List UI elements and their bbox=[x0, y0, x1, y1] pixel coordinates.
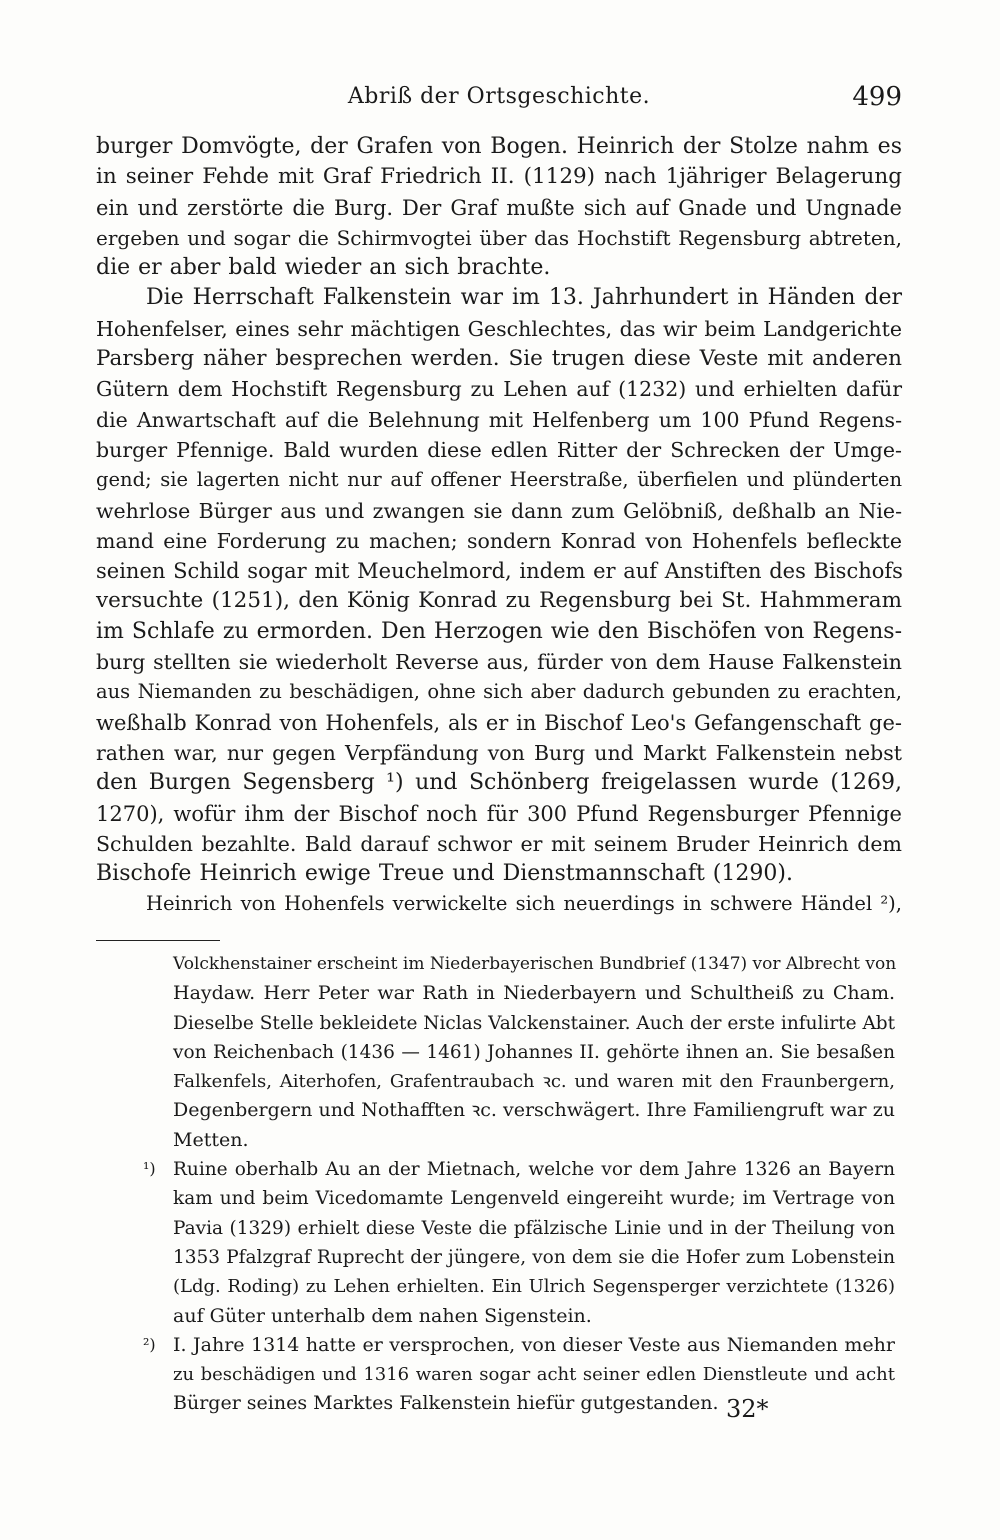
footnote-line: (Ldg. Roding) zu Lehen erhielten. Ein Ulrich Segensperger verzichtete (1326) bbox=[173, 1276, 895, 1298]
text-line: den Burgen Segensberg ¹) und Schönberg freigelassen wurde (1269, bbox=[96, 770, 902, 796]
footnote-line: Pavia (1329) erhielt diese Veste die pfälzische Linie und in der Theilung von bbox=[173, 1217, 895, 1239]
text-line: die er aber bald wieder an sich brachte. bbox=[96, 255, 551, 281]
text-line: die Anwartschaft auf die Belehnung mit Helfenberg um 100 Pfund Regens- bbox=[96, 407, 902, 432]
footnote-rule bbox=[96, 940, 220, 941]
footnote-line: Degenbergern und Nothafften ꝛc. verschwägert. Ihre Familiengruft war zu bbox=[173, 1099, 895, 1122]
footnote-line: Ruine oberhalb Au an der Mietnach, welche vor dem Jahre 1326 an Bayern bbox=[173, 1159, 895, 1181]
footnote-line: Bürger seines Marktes Falkenstein hiefür gutgestanden. bbox=[173, 1392, 719, 1415]
main-text bbox=[96, 132, 902, 920]
footnote-line: kam und beim Vicedomamte Lengenveld eingereiht wurde; im Vertrage von bbox=[173, 1188, 895, 1210]
text-line: 1270), wofür ihm der Bischof noch für 300 Pfund Regensburger Pfennige bbox=[96, 801, 902, 826]
text-line: Parsberg näher besprechen werden. Sie trugen diese Veste mit anderen bbox=[96, 346, 902, 372]
text-line: Gütern dem Hochstift Regensburg zu Lehen auf (1232) und erhielten dafür bbox=[96, 377, 902, 402]
paragraph-start-line: Heinrich von Hohenfels verwickelte sich neuerdings in schwere Händel ²), bbox=[146, 892, 902, 916]
text-line: ergeben und sogar die Schirmvogtei über das Hochstift Regensburg abtreten, bbox=[96, 225, 902, 250]
footnote-2 bbox=[143, 1331, 895, 1419]
footnote-line: von Reichenbach (1436 — 1461) Johannes II. gehörte ihnen an. Sie besaßen bbox=[173, 1041, 895, 1063]
text-line: wehrlose Bürger aus und zwangen sie dann zum Gelöbniß, deßhalb an Nie- bbox=[96, 498, 902, 523]
text-line: seinen Schild sogar mit Meuchelmord, indem er auf Anstiften des Bischofs bbox=[96, 559, 903, 584]
footnote-line: Haydaw. Herr Peter war Rath in Niederbayern und Schultheiß zu Cham. bbox=[173, 982, 895, 1005]
text-line: Schulden bezahlte. Bald darauf schwor er mit seinem Bruder Heinrich dem bbox=[96, 831, 902, 856]
text-line: burg stellten sie wiederholt Reverse aus, fürder von dem Hause Falkenstein bbox=[96, 650, 902, 675]
running-head bbox=[96, 80, 902, 114]
page-number: 499 bbox=[852, 82, 902, 112]
signature-mark: 32* bbox=[726, 1395, 769, 1423]
running-title: Abriß der Ortsgeschichte. bbox=[347, 84, 651, 109]
text-line: in seiner Fehde mit Graf Friedrich II. (1129) nach 1jähriger Belagerung bbox=[96, 164, 902, 190]
footnote-line: Falkenfels, Aiterhofen, Grafentraubach ꝛc. und waren mit den Fraunbergern, bbox=[173, 1071, 895, 1093]
footnote-line: I. Jahre 1314 hatte er versprochen, von dieser Veste aus Niemanden mehr bbox=[173, 1333, 895, 1356]
footnote-marker: ¹) bbox=[143, 1159, 156, 1179]
footnote-continued bbox=[143, 950, 895, 1155]
text-line: rathen war, nur gegen Verpfändung von Burg und Markt Falkenstein nebst bbox=[96, 740, 902, 765]
text-line: burger Pfennige. Bald wurden diese edlen Ritter der Schrecken der Umge- bbox=[96, 437, 902, 462]
text-line: burger Domvögte, der Grafen von Bogen. Heinrich der Stolze nahm es bbox=[96, 134, 902, 159]
footnote-1 bbox=[143, 1155, 895, 1331]
text-line: ein und zerstörte die Burg. Der Graf mußte sich auf Gnade und Ungnade bbox=[96, 195, 902, 220]
footnote-line: auf Güter unterhalb dem nahen Sigenstein. bbox=[173, 1304, 592, 1327]
footnote-line: Metten. bbox=[173, 1128, 249, 1151]
text-line: weßhalb Konrad von Hohenfels, als er in Bischof Leo's Gefangenschaft ge- bbox=[96, 710, 902, 735]
footnote-line: Dieselbe Stelle bekleidete Niclas Valckenstainer. Auch der erste infulirte Abt bbox=[173, 1012, 896, 1034]
text-line: versuchte (1251), den König Konrad zu Regensburg bei St. Hahmmeram bbox=[96, 588, 902, 614]
footnote-line: Volckhenstainer erscheint im Niederbayerischen Bundbrief (1347) vor Albrecht von bbox=[173, 954, 897, 974]
footnote-marker: ²) bbox=[143, 1334, 156, 1354]
paragraph-start-line: Die Herrschaft Falkenstein war im 13. Jahrhundert in Händen der bbox=[146, 285, 902, 311]
text-line: im Schlafe zu ermorden. Den Herzogen wie den Bischöfen von Regens- bbox=[96, 618, 902, 644]
footnotes bbox=[143, 950, 895, 1419]
footnote-line: 1353 Pfalzgraf Ruprecht der jüngere, von dem sie die Hofer zum Lobenstein bbox=[173, 1246, 895, 1268]
text-line: Hohenfelser, eines sehr mächtigen Geschlechtes, das wir beim Landgerichte bbox=[96, 316, 903, 341]
text-line: aus Niemanden zu beschädigen, ohne sich aber dadurch gebunden zu erachten, bbox=[96, 680, 902, 704]
text-line: gend; sie lagerten nicht nur auf offener Heerstraße, überfielen und plünderten bbox=[96, 468, 902, 492]
footnote-line: zu beschädigen und 1316 waren sogar acht seiner edlen Dienstleute und acht bbox=[173, 1364, 895, 1386]
text-line: mand eine Forderung zu machen; sondern Konrad von Hohenfels befleckte bbox=[96, 528, 902, 553]
text-line: Bischofe Heinrich ewige Treue und Dienstmannschaft (1290). bbox=[96, 861, 793, 887]
